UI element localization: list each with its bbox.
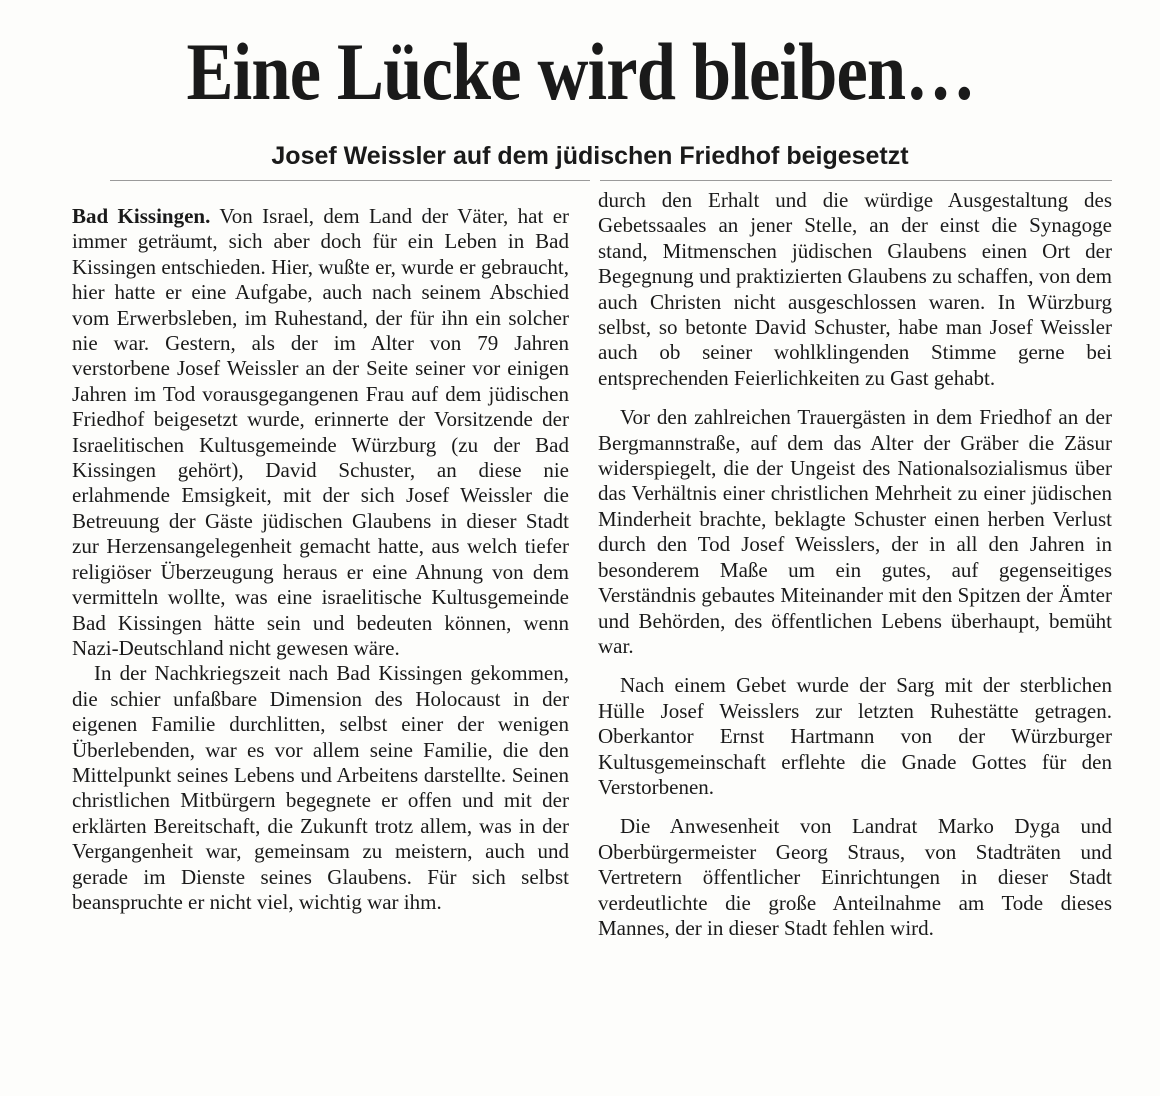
- article-column-left: [72, 204, 569, 915]
- paragraph-postwar: In der Nachkriegszeit nach Bad Kissingen gekommen, die schier unfaßbare Dimension des Holocaust in der eigenen Familie durchlitten, selbst einer der wenigen Überlebenden, war es vor allem seine Familie, die den Mittelpunkt seines Lebens und Arbeitens darstellte. Seinen christlichen Mitbürgern begegnete er offen und mit der erklärten Bereitschaft, die Zukunft trotz allem, was in der Vergangenheit war, gemeinsam zu meistern, auch und gerade im Dienste seines Glaubens. Für sich selbst beanspruchte er nicht viel, wichtig war ihm.: [72, 661, 569, 914]
- paragraph-attendance: Die Anwesenheit von Landrat Marko Dyga und Oberbürgermeister Georg Straus, von Stadträten und Vertretern öffentlicher Einrichtungen in dieser Stadt verdeutlichte die große Anteilnahme am Tode dieses Mannes, der in dieser Stadt fehlen wird.: [598, 814, 1112, 940]
- article-column-right: [598, 188, 1112, 941]
- subheadline: Josef Weissler auf dem jüdischen Friedhof beigesetzt: [271, 142, 909, 170]
- paragraph-mourners: Vor den zahlreichen Trauergästen in dem Friedhof an der Bergmannstraße, auf dem das Alter der Gräber die Zäsur widerspiegelt, die der Ungeist des Nationalsozialismus über das Verhältnis einer christlichen Mehrheit zu einer jüdischen Minderheit brachte, beklagte Schuster einen herben Verlust durch den Tod Josef Weisslers, der in all den Jahren in besonderem Maße um ein gutes, auf gegenseitiges Verständnis gebautes Miteinander mit den Spitzen der Ämter und Behörden, des öffentlichen Lebens überhaupt, bemüht war.: [598, 405, 1112, 658]
- dateline: Bad Kissingen.: [72, 204, 211, 228]
- paragraph-prayer: Nach einem Gebet wurde der Sarg mit der sterblichen Hülle Josef Weisslers zur letzten Ruhestätte getragen. Oberkantor Ernst Hartmann von der Würzburger Kultusgemeinschaft erflehte die Gnade Gottes für den Verstorbenen.: [598, 673, 1112, 799]
- paragraph-continuation: durch den Erhalt und die würdige Ausgestaltung des Gebetssaales an jener Stelle, an der einst die Synagoge stand, Mitmenschen jüdischen Glaubens einen Ort der Begegnung und praktizierten Glaubens zu schaffen, von dem auch Christen nicht ausgeschlossen waren. In Würzburg selbst, so betonte David Schuster, habe man Josef Weissler auch ob seiner wohlklingenden Stimme gerne bei entsprechenden Feierlichkeiten zu Gast gehabt.: [598, 188, 1112, 390]
- divider-left: [110, 180, 590, 181]
- divider-right: [600, 180, 1112, 181]
- paragraph-intro-text: Von Israel, dem Land der Väter, hat er immer geträumt, sich aber doch für ein Leben in Bad Kissingen entschieden. Hier, wußte er, wurde er gebraucht, hier hatte er eine Aufgabe, auch nach seinem Abschied vom Erwerbsleben, im Ruhestand, der für ihn ein solcher nie war. Gestern, als der im Alter von 79 Jahren verstorbene Josef Weissler an der Seite seiner vor einigen Jahren im Tod vorausgegangenen Frau auf dem jüdischen Friedhof beigesetzt wurde, erinnerte der Vorsitzende der Israelitischen Kultusgemeinde Würzburg (zu der Bad Kissingen gehört), David Schuster, an diese nie erlahmende Emsigkeit, mit der sich Josef Weissler die Betreuung der Gäste jüdischen Glaubens in dieser Stadt zur Herzensangelegenheit gemacht hatte, aus welch tiefer religiöser Überzeugung heraus er eine Ahnung von dem vermitteln wollte, was eine israelitische Kultusgemeinde Bad Kissingen hätte sein und bedeuten können, wenn Nazi-Deutschland nicht gewesen wäre.: [72, 204, 570, 660]
- paragraph-intro: [72, 204, 569, 661]
- headline: Eine Lücke wird bleiben…: [186, 26, 975, 117]
